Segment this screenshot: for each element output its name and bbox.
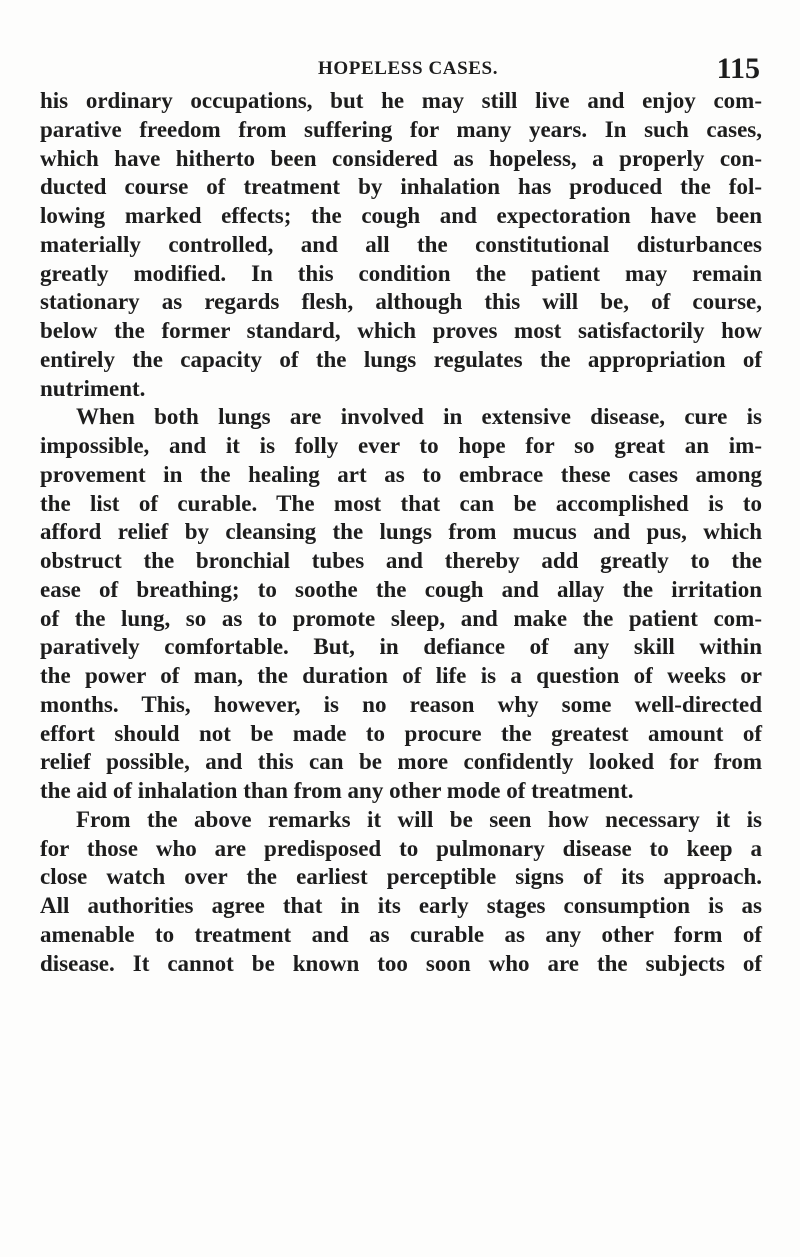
text-line: afford relief by cleansing the lungs from mucus and pus, which	[40, 519, 762, 545]
text-line: disease. It cannot be known too soon who are the subjects of	[40, 950, 762, 976]
text-line: ducted course of treatment by inhalation has produced the fol-	[40, 174, 762, 200]
body-text	[40, 87, 762, 978]
text-line: From the above remarks it will be seen how necessary it is	[76, 806, 762, 832]
text-line: lowing marked effects; the cough and expectoration have been	[40, 203, 762, 228]
text-line: When both lungs are involved in extensive disease, cure is	[76, 404, 762, 430]
text-line: for those who are predisposed to pulmonary disease to keep a	[40, 835, 762, 861]
running-title: HOPELESS CASES.	[318, 58, 499, 79]
text-line: effort should not be made to procure the greatest amount of	[40, 720, 762, 746]
text-line: ease of breathing; to soothe the cough and allay the irritation	[40, 576, 762, 602]
running-head	[0, 52, 800, 88]
text-line: amenable to treatment and as curable as any other form of	[40, 921, 762, 947]
text-line: materially controlled, and all the constitutional disturbances	[40, 231, 762, 257]
text-line: impossible, and it is folly ever to hope for so great an im-	[40, 433, 762, 458]
text-line: of the lung, so as to promote sleep, and make the patient com-	[40, 605, 762, 631]
text-line: the aid of inhalation than from any other mode of treatment.	[40, 778, 634, 803]
text-line: the power of man, the duration of life is a question of weeks or	[40, 663, 762, 688]
page-number: 115	[716, 52, 760, 85]
text-line: which have hitherto been considered as hopeless, a properly con-	[40, 145, 762, 171]
text-line: paratively comfortable. But, in defiance of any skill within	[40, 634, 762, 660]
text-line: below the former standard, which proves most satisfactorily how	[40, 318, 762, 343]
text-line: All authorities agree that in its early stages consumption is as	[40, 893, 762, 918]
text-line: close watch over the earliest perceptible signs of its approach.	[40, 864, 762, 890]
text-line: obstruct the bronchial tubes and thereby add greatly to the	[40, 548, 762, 573]
text-line: his ordinary occupations, but he may still live and enjoy com-	[40, 88, 762, 113]
text-line: nutriment.	[40, 375, 146, 401]
text-line: stationary as regards flesh, although this will be, of course,	[40, 289, 762, 315]
text-line: greatly modified. In this condition the patient may remain	[40, 260, 762, 286]
text-line: parative freedom from suffering for many years. In such cases,	[40, 116, 762, 142]
text-line: provement in the healing art as to embrace these cases among	[40, 461, 762, 487]
text-line: entirely the capacity of the lungs regulates the appropriation of	[40, 346, 762, 372]
text-line: the list of curable. The most that can be accomplished is to	[40, 490, 762, 516]
text-line: months. This, however, is no reason why some well-directed	[40, 691, 762, 717]
text-line: relief possible, and this can be more confidently looked for from	[40, 749, 762, 775]
